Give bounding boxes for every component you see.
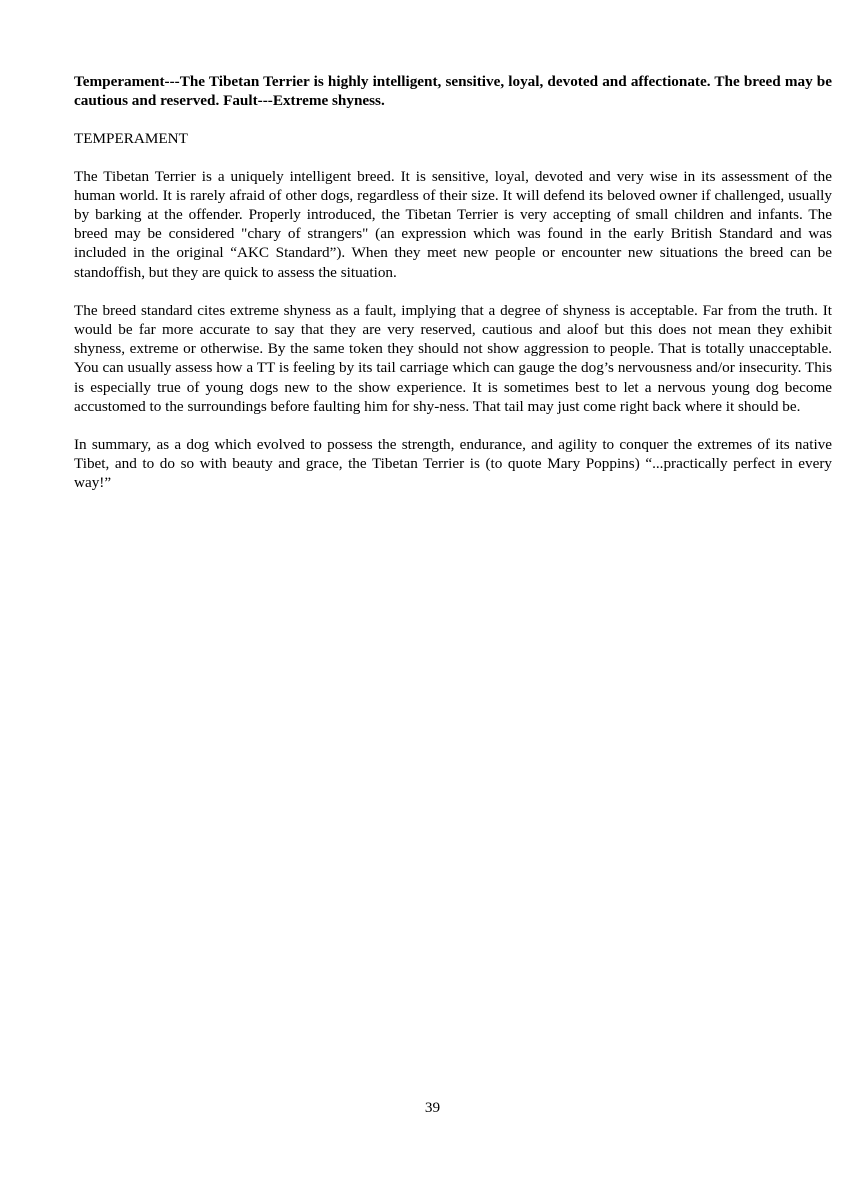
section-heading: TEMPERAMENT (74, 130, 188, 148)
page-content (74, 72, 832, 512)
page-number: 39 (424, 1099, 441, 1116)
paragraph-shyness: The breed standard cites extreme shyness as a fault, implying that a degree of shyness is acceptable. Far from the truth. It would be far more accurate to say that they are very reserved, cautious and aloof but this does not mean they exhibit shyness, extreme or otherwise. By the same token they should not show aggression to people. That is totally unacceptable. You can usually assess how a TT is feeling by its tail carriage which can gauge the dog’s nervousness and/or insecurity. This is especially true of young dogs new to the show experience. It is sometimes best to let a nervous young dog become accustomed to the surroundings before faulting him for shy-ness. That tail may just come right back where it should be. (74, 301, 832, 415)
paragraph-summary: In summary, as a dog which evolved to possess the strength, endurance, and agility to conquer the extremes of its native Tibet, and to do so with beauty and grace, the Tibetan Terrier is (to quote Mary Poppins) “...practically perfect in every way!” (74, 436, 832, 492)
paragraph-intro: The Tibetan Terrier is a uniquely intelligent breed. It is sensitive, loyal, devoted and very wise in its assessment of the human world. It is rarely afraid of other dogs, regardless of their size. It will defend its beloved owner if challenged, usually by barking at the offender. Properly introduced, the Tibetan Terrier is very accepting of small children and infants. The breed may be considered "chary of strangers" (an expression which was found in the early British Standard and was included in the original “AKC Standard”). When they meet new people or encounter new situations the breed can be standoffish, but they are quick to assess the situation. (74, 167, 832, 281)
breed-standard-excerpt: Temperament---The Tibetan Terrier is highly intelligent, sensitive, loyal, devoted and affectionate. The breed may be cautious and reserved. Fault---Extreme shyness. (74, 73, 832, 110)
